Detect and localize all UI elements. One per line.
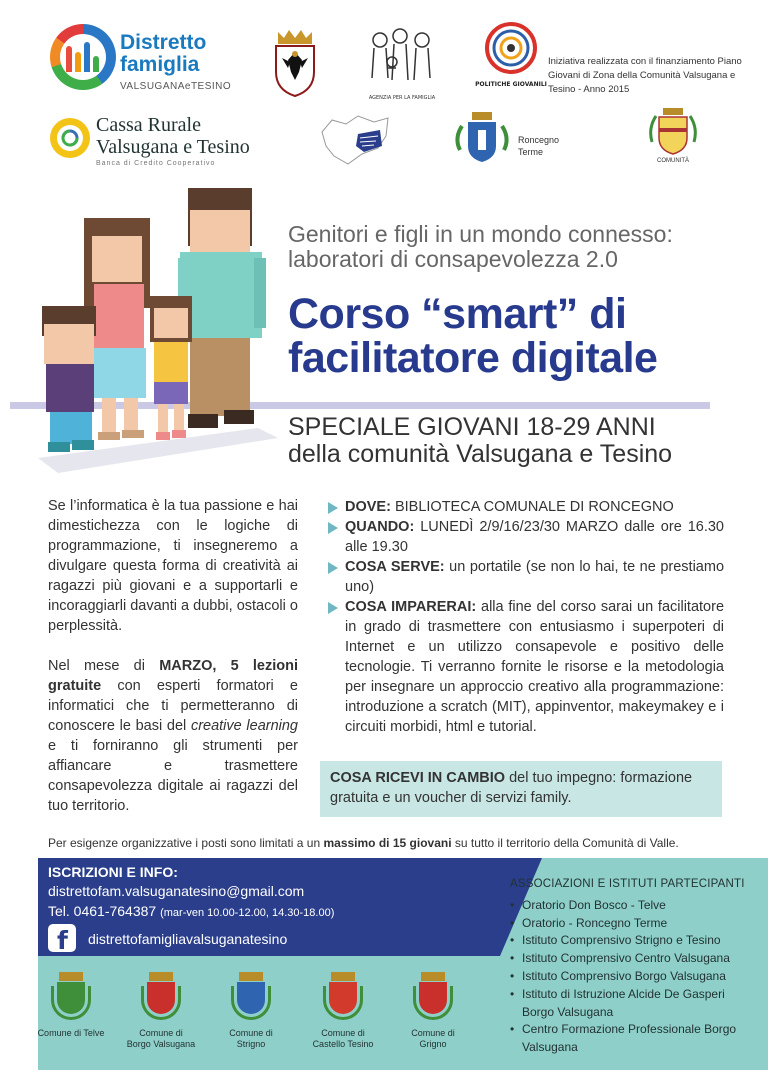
trentino-coat-of-arms-icon [272, 28, 318, 98]
strigno-crest-icon [231, 972, 271, 1022]
intro-paragraph-1: Se l’informatica è la tua passione e hai dimestichezza con le logiche di programmazione, ti insegneremo a divulgare questa forma di creatività ai ragazzi più giovani e a supportarli e incoraggiarli davanti a dubbi, ostacoli o perplessità. [48, 498, 298, 634]
cassa-rurale-logo [48, 114, 268, 170]
triangle-bullet-icon [328, 502, 338, 514]
reward-box: COSA RICEVI IN CAMBIO del tuo impegno: formazione gratuita e un voucher di servizi family. [320, 761, 722, 817]
triangle-bullet-icon [328, 562, 338, 574]
castello-tesino-crest-icon [323, 972, 363, 1022]
valsugana-map-logo [318, 112, 392, 168]
association-item: • Istituto Comprensivo Centro Valsugana [510, 950, 760, 968]
detail-dove: DOVE: BIBLIOTECA COMUNALE DI RONCEGNO [328, 497, 724, 517]
cassa-rurale-emblem-icon [48, 116, 92, 160]
association-item: • Istituto Comprensivo Borgo Valsugana [510, 968, 760, 986]
triangle-bullet-icon [328, 602, 338, 614]
cassa-rurale-title: Cassa Rurale Valsugana e Tesino [96, 114, 250, 158]
course-details [328, 497, 724, 737]
target-audience: SPECIALE GIOVANI 18-29 ANNI della comunità Valsugana e Tesino [288, 413, 673, 468]
financing-note: Iniziativa realizzata con il finanziamento Piano Giovani di Zona della Comunità Valsugana e Tesino - Anno 2015 [548, 56, 742, 95]
association-item: • Centro Formazione Professionale Borgo Valsugana [510, 1021, 760, 1057]
intro-text [48, 496, 298, 816]
family-draw-caption: AGENZIA PER LA FAMIGLIA [368, 95, 436, 101]
contact-phone: Tel. 0461-764387 (mar-ven 10.00-12.00, 14.30-18.00) [48, 903, 335, 919]
places-footnote: Per esigenze organizzative i posti sono limitati a un massimo di 15 giovani su tutto il territorio della Comunità di Valle. [48, 836, 679, 850]
detail-cosa-serve: COSA SERVE: un portatile (se non lo hai, te ne prestiamo uno) [328, 557, 724, 597]
politiche-caption: POLITICHE GIOVANILI [475, 81, 547, 88]
associations-list [510, 876, 760, 1057]
comune-grigno: Comune di Grigno [398, 972, 468, 1050]
triangle-bullet-icon [328, 522, 338, 534]
cassa-rurale-subtitle: Banca di Credito Cooperativo [96, 160, 216, 167]
pixel-family-illustration [28, 188, 288, 478]
contact-title: ISCRIZIONI E INFO: [48, 864, 178, 880]
association-item: • Oratorio Don Bosco - Telve [510, 897, 760, 915]
politiche-giovanili-logo [475, 22, 547, 96]
borgo-valsugana-crest-icon [141, 972, 181, 1022]
distretto-subtitle: VALSUGANAeTESINO [120, 81, 232, 92]
associations-title: ASSOCIAZIONI E ISTITUTI PARTECIPANTI [510, 878, 745, 890]
grigno-crest-icon [413, 972, 453, 1022]
facebook-icon[interactable]: f [48, 924, 76, 952]
detail-cosa-imparerai: COSA IMPARERAI: alla fine del corso sarai un facilitatore in grado di trasmettere con entusiasmo i superpoteri di Internet e un utilizzo consapevole e positivo delle tecnologie. Ti verranno fornite le risorse e la metodologia per insegnare un approccio creativo alla programmazione: introduzione a scratch (MIT), appinventor, makeymakey e i circuiti morbidi, html e tutorial. [328, 597, 724, 737]
comunita-valsugana-logo [640, 108, 706, 174]
roncegno-crest-icon [452, 110, 512, 170]
hero-subtitle: Genitori e figli in un mondo connesso: laboratori di consapevolezza 2.0 [288, 221, 673, 272]
roncegno-terme-logo [452, 110, 572, 170]
comune-telve: Comune di Telve [36, 972, 106, 1039]
comunita-caption: COMUNITÀ [657, 158, 689, 164]
association-item: • Istituto di Istruzione Alcide De Gasperi Borgo Valsugana [510, 986, 760, 1022]
distretto-famiglia-logo [50, 24, 250, 104]
facebook-page-link[interactable]: distrettofamigliavalsuganatesino [88, 931, 288, 947]
comune-borgo-valsugana: Comune di Borgo Valsugana [126, 972, 196, 1050]
detail-quando: QUANDO: LUNEDÌ 2/9/16/23/30 MARZO dalle ore 16.30 alle 19.30 [328, 517, 724, 557]
association-item: • Oratorio - Roncegno Terme [510, 915, 760, 933]
contact-email[interactable]: distrettofam.valsuganatesino@gmail.com [48, 883, 305, 899]
family-figures-icon [66, 42, 99, 72]
association-item: • Istituto Comprensivo Strigno e Tesino [510, 932, 760, 950]
comune-strigno: Comune di Strigno [216, 972, 286, 1050]
course-title: Corso “smart” di facilitatore digitale [288, 290, 658, 382]
agenzia-famiglia-drawing-logo [366, 26, 438, 102]
roncegno-text: Roncegno Terme [518, 135, 560, 157]
telve-crest-icon [51, 972, 91, 1022]
intro-paragraph-2: Nel mese di MARZO, 5 lezioni gratuite con esperti formatori e informatici che ti permetteranno di conoscere le basi del creative learning e ti forniranno gli strumenti per affiancare e trasmettere consapevolezza digitale ai ragazzi del tuo territorio. [48, 658, 299, 814]
comunita-crest-icon [648, 108, 698, 158]
distretto-title: Distretto famiglia [120, 31, 207, 76]
comune-castello-tesino: Comune di Castello Tesino [308, 972, 378, 1050]
